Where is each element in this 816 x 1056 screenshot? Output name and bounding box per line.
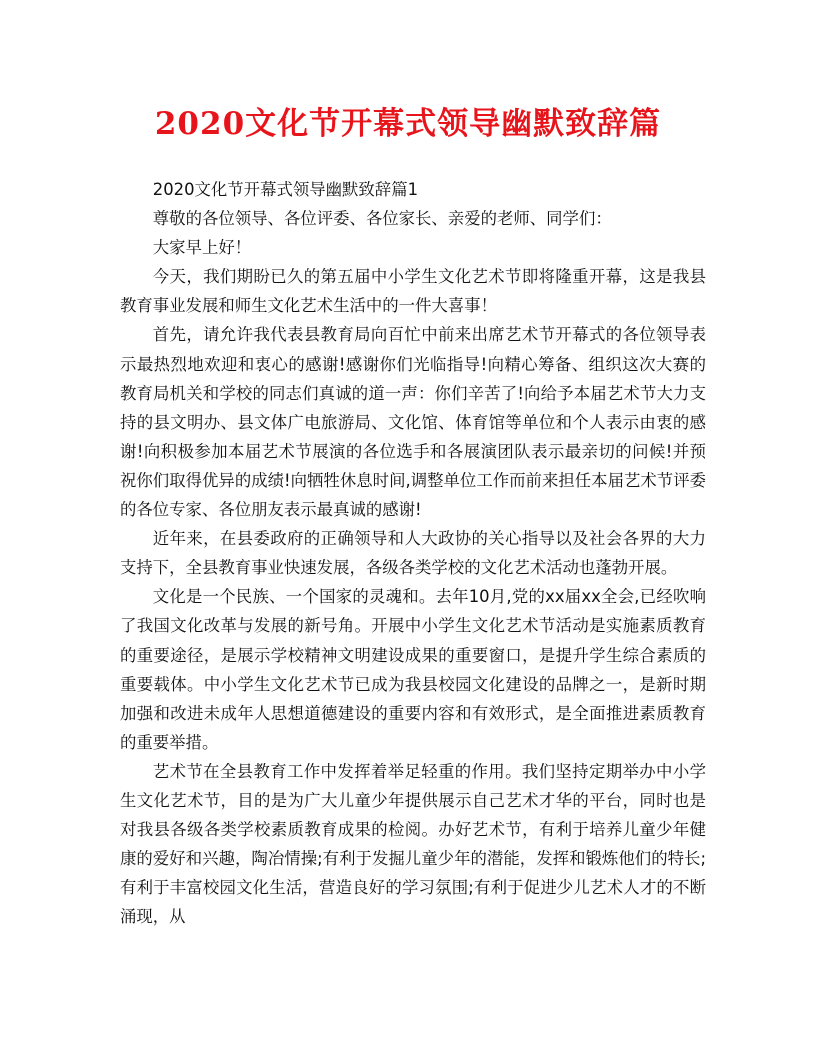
paragraph: 近年来，在县委政府的正确领导和人大政协的关心指导以及社会各界的大力支持下，全县教育事业快速发展，各级各类学校的文化艺术活动也蓬勃开展。 — [120, 529, 706, 578]
paragraph: 文化是一个民族、一个国家的灵魂和。去年10月,党的xx届xx全会,已经吹响了我国文化改革与发展的新号角。开展中小学生文化艺术节活动是实施素质教育的重要途径，是展示学校精神文明建设成果的重要窗口，是提升学生综合素质的重要载体。中小学生文化艺术节已成为我县校园文化建设的品牌之一，是新时期加强和改进未成年人思想道德建设的重要内容和有效形式，是全面推进素质教育的重要举措。 — [120, 587, 706, 752]
paragraph: 今天，我们期盼已久的第五届中小学生文化艺术节即将隆重开幕，这是我县教育事业发展和师生文化艺术生活中的一件大喜事！ — [120, 267, 706, 316]
document-title: 2020文化节开幕式领导幽默致辞篇 — [154, 106, 662, 142]
paragraph-subtitle: 2020文化节开幕式领导幽默致辞篇1 — [152, 180, 419, 199]
paragraph: 首先，请允许我代表县教育局向百忙中前来出席艺术节开幕式的各位领导表示最热烈地欢迎和衷心的感谢!感谢你们光临指导!向精心筹备、组织这次大赛的教育局机关和学校的同志们真诚的道一声：你们辛苦了!向给予本届艺术节大力支持的县文明办、县文体广电旅游局、文化馆、体育馆等单位和个人表示由衷的感谢!向积极参加本届艺术节展演的各位选手和各展演团队表示最亲切的问候!并预祝你们取得优异的成绩!向牺牲休息时间,调整单位工作而前来担任本届艺术节评委的各位专家、各位朋友表示最真诚的感谢! — [120, 325, 706, 520]
paragraph-salutation: 尊敬的各位领导、各位评委、各位家长、亲爱的老师、同学们： — [152, 209, 612, 229]
paragraph: 艺术节在全县教育工作中发挥着举足轻重的作用。我们坚持定期举办中小学生文化艺术节，目的是为广大儿童少年提供展示自己艺术才华的平台，同时也是对我县各级各类学校素质教育成果的检阅。办好艺术节，有利于培养儿童少年健康的爱好和兴趣，陶冶情操;有利于发掘儿童少年的潜能，发挥和锻炼他们的特长;有利于丰富校园文化生活，营造良好的学习氛围;有利于促进少儿艺术人才的不断涌现，从 — [120, 761, 706, 927]
paragraph-greeting: 大家早上好！ — [152, 238, 252, 258]
document-body — [120, 175, 706, 931]
